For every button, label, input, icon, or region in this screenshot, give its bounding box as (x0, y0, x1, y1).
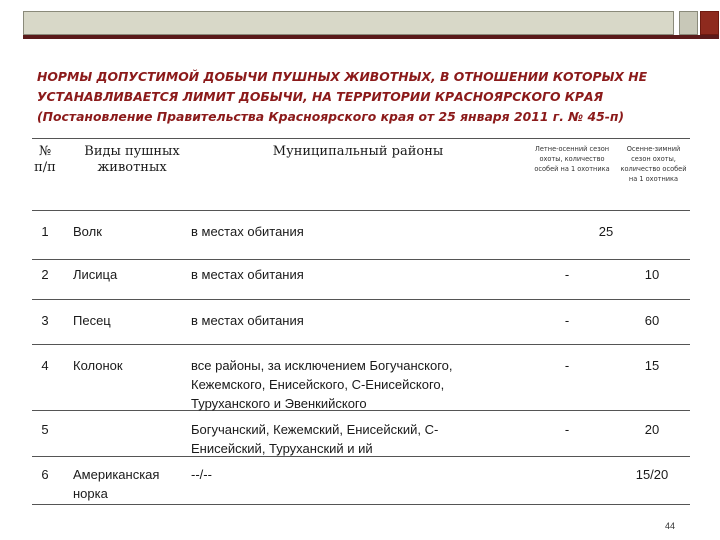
table-row (32, 209, 690, 260)
header-num: № п/п (34, 144, 56, 175)
row-num: 2 (41, 267, 49, 282)
table-row (32, 344, 690, 411)
row-area: в местах обитания (191, 224, 304, 239)
table-row (32, 299, 690, 345)
row-summer: - (564, 422, 570, 437)
row-winter: 15 (644, 358, 660, 373)
row-species: Колонок (73, 358, 123, 373)
row-num: 5 (41, 422, 49, 437)
row-species: Песец (73, 313, 111, 328)
row-num: 6 (41, 467, 49, 482)
row-species: Лисица (73, 267, 118, 282)
slide-title: НОРМЫ ДОПУСТИМОЙ ДОБЫЧИ ПУШНЫХ ЖИВОТНЫХ, В ОТНОШЕНИИ КОТОРЫХ НЕ УСТАНАВЛИВАЕТСЯ ЛИМИТ ДОБЫЧИ, НА ТЕРРИТОРИИ КРАСНОЯРСКОГО КРАЯ (Постановление Правительства Красноярского края от 25 января 2011 г. № 45-п) (37, 69, 648, 124)
row-area: --/-- (191, 467, 212, 482)
corner-square-dark (700, 11, 719, 35)
row-num: 3 (41, 313, 49, 328)
row-summer: - (564, 313, 570, 328)
table-row (32, 456, 690, 505)
row-winter: 20 (644, 422, 660, 437)
row-winter: 15/20 (635, 467, 669, 482)
row-combined-quota: 25 (598, 224, 614, 239)
row-area: Богучанский, Кежемский, Енисейский, С-Енисейский, Туруханский и ий (191, 422, 439, 456)
row-area: все районы, за исключением Богучанского, Кежемского, Енисейского, С-Енисейского, Туруханского и Эвенкийского (191, 358, 453, 411)
row-winter: 10 (644, 267, 660, 282)
row-summer: - (564, 358, 570, 373)
row-species: Американская норка (73, 467, 160, 501)
row-area: в местах обитания (191, 267, 304, 282)
header-species: Виды пушных животных (84, 144, 180, 175)
header-rule (23, 35, 719, 39)
header-summer: Летне-осенний сезон охоты, количество особей на 1 охотника (534, 145, 610, 173)
row-species: Волк (73, 224, 102, 239)
row-area: в местах обитания (191, 313, 304, 328)
table-header-row (32, 138, 690, 211)
row-winter: 60 (644, 313, 660, 328)
header-area: Муниципальный районы (272, 144, 444, 159)
corner-square-light (679, 11, 698, 35)
header-winter: Осенне-зимний сезон охоты, количество особей на 1 охотника (620, 145, 687, 183)
table-row (32, 410, 690, 457)
table-row (32, 259, 690, 300)
row-num: 4 (41, 358, 49, 373)
header-band (23, 11, 674, 35)
page-number: 44 (665, 521, 676, 531)
row-summer: - (564, 267, 570, 282)
row-num: 1 (41, 224, 49, 239)
